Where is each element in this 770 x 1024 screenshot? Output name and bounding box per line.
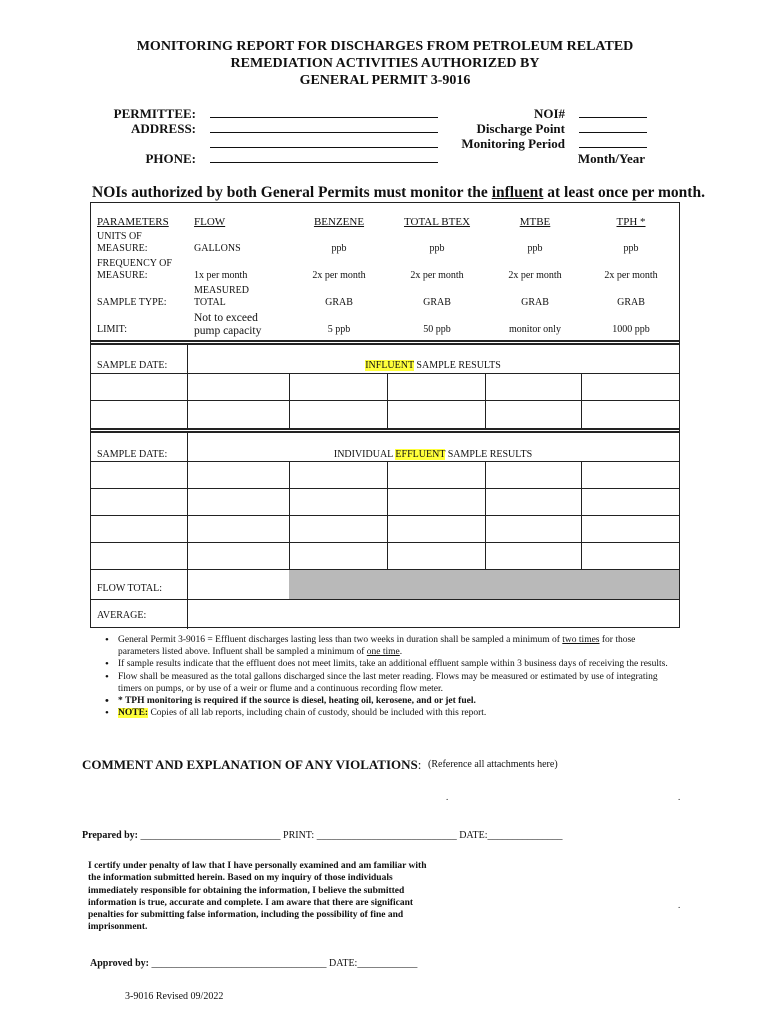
freq-mtbe: 2x per month [508, 270, 562, 281]
type-flow: MEASURED TOTAL [194, 285, 250, 308]
prepared-by-label: Prepared by: [82, 830, 139, 841]
col-benzene: BENZENE [313, 216, 365, 228]
grid-line [289, 373, 290, 428]
row-label-units: UNITS OF MEASURE: [97, 231, 148, 254]
flow-total-label: FLOW TOTAL: [97, 583, 163, 594]
section-divider [91, 340, 679, 345]
type-btex: GRAB [423, 297, 451, 308]
discharge-point-label: Discharge Point [476, 121, 565, 136]
col-flow: FLOW [194, 216, 226, 228]
units-benzene: ppb [331, 243, 347, 254]
address-label: ADDRESS: [130, 121, 196, 136]
grid-line [187, 345, 188, 428]
grid-line [387, 373, 388, 428]
grid-line [581, 373, 582, 428]
grid-line [91, 373, 679, 374]
freq-flow: 1x per month [194, 270, 248, 281]
monitoring-period-field[interactable] [579, 136, 647, 148]
instructions-list [102, 634, 672, 719]
average-label: AVERAGE: [97, 610, 147, 621]
row-label-frequency: FREQUENCY OF MEASURE: [97, 258, 172, 281]
col-parameters: PARAMETERS [97, 216, 169, 228]
approval-date-label: DATE: [329, 958, 358, 969]
comment-field-end: . [678, 792, 681, 802]
approval-date-field[interactable]: ____________ [357, 958, 418, 969]
grid-line [91, 488, 679, 489]
comment-heading: COMMENT AND EXPLANATION OF ANY VIOLATIONS: [82, 757, 422, 772]
phone-field[interactable] [210, 151, 438, 163]
row-label-limit: LIMIT: [97, 324, 128, 335]
list-item: • * TPH monitoring is required if the source is diesel, heating oil, kerosene, and or jet fuel. [102, 695, 672, 707]
type-tph: GRAB [617, 297, 645, 308]
print-label: PRINT: [283, 830, 315, 841]
discharge-point-field[interactable] [579, 121, 647, 133]
noi-field[interactable] [579, 106, 647, 118]
prepared-by-row [82, 830, 563, 841]
col-mtbe: MTBE [519, 216, 551, 228]
grid-line [91, 515, 679, 516]
units-btex: ppb [429, 243, 445, 254]
units-tph: ppb [623, 243, 639, 254]
noi-label: NOI# [533, 106, 565, 121]
monitoring-period-label: Monitoring Period [461, 136, 565, 151]
limit-btex: 50 ppb [423, 324, 451, 335]
limit-benzene: 5 ppb [327, 324, 351, 335]
list-item: • General Permit 3-9016 = Effluent discharges lasting less than two weeks in duration shall be sampled a minimum of two times for those parameters listed above. Influent shall be sampled a minimum of one time. [102, 634, 672, 658]
effluent-sample-date-label: SAMPLE DATE: [97, 449, 168, 460]
freq-tph: 2x per month [604, 270, 658, 281]
address-field-2[interactable] [210, 136, 438, 148]
date-label: DATE: [459, 830, 488, 841]
grid-line [485, 373, 486, 428]
units-flow: GALLONS [194, 243, 241, 254]
print-field[interactable]: ____________________________ [314, 830, 460, 841]
limit-mtbe: monitor only [509, 324, 561, 335]
prepared-by-field[interactable]: ____________________________ [138, 830, 284, 841]
section-divider [91, 428, 679, 433]
permittee-field[interactable] [210, 106, 438, 118]
grid-line [91, 599, 679, 600]
influent-sample-date-label: SAMPLE DATE: [97, 360, 168, 371]
influent-notice: NOIs authorized by both General Permits must monitor the influent at least once per month. [92, 184, 705, 201]
shaded-cell [289, 570, 679, 599]
phone-label: PHONE: [145, 151, 196, 166]
row-label-sample-type: SAMPLE TYPE: [97, 297, 167, 308]
list-item: • NOTE: Copies of all lab reports, including chain of custody, should be included with this report. [102, 707, 672, 719]
limit-flow: Not to exceed pump capacity [194, 312, 262, 337]
influent-results-header: INFLUENT SAMPLE RESULTS [365, 360, 501, 371]
approved-by-row [90, 958, 417, 969]
monitoring-table [90, 202, 680, 628]
type-benzene: GRAB [325, 297, 353, 308]
month-year-label: Month/Year [577, 151, 645, 166]
freq-btex: 2x per month [410, 270, 464, 281]
report-title [0, 38, 770, 89]
certification-statement: I certify under penalty of law that I have personally examined and am familiar with the information submitted herein. Based on my inquiry of those individuals immediately responsible for obtaining the information, I believe the submitted information is true, accurate and complete. I am aware that there are significant penalties for submitting false information, including the possibility of fine and imprisonment. [88, 861, 427, 933]
date-field[interactable]: _______________ [487, 830, 563, 841]
grid-line [91, 461, 679, 462]
list-item: • If sample results indicate that the effluent does not meet limits, take an additional effluent sample within 3 business days of receiving the results. [102, 658, 672, 670]
comment-field[interactable]: . [446, 792, 449, 802]
col-tph: TPH * [616, 216, 646, 228]
units-mtbe: ppb [527, 243, 543, 254]
col-total-btex: TOTAL BTEX [403, 216, 471, 228]
title-line-1: MONITORING REPORT FOR DISCHARGES FROM PETROLEUM RELATED [136, 39, 634, 54]
revision-footer: 3-9016 Revised 09/2022 [125, 991, 224, 1002]
address-field[interactable] [210, 121, 438, 133]
limit-tph: 1000 ppb [612, 324, 650, 335]
freq-benzene: 2x per month [312, 270, 366, 281]
cert-dot: . [678, 900, 681, 910]
title-line-2: REMEDIATION ACTIVITIES AUTHORIZED BY [230, 56, 540, 71]
grid-line [91, 400, 679, 401]
title-line-3: GENERAL PERMIT 3-9016 [299, 73, 471, 88]
grid-line [91, 542, 679, 543]
effluent-results-header: INDIVIDUAL EFFLUENT SAMPLE RESULTS [333, 449, 533, 460]
approved-by-field[interactable]: ___________________________________ [149, 958, 329, 969]
list-item: • Flow shall be measured as the total gallons discharged since the last meter reading. Flows may be measured or estimated by use of integrating timers on pumps, or by use of a weir or flume and a continuous recording flow meter. [102, 671, 672, 695]
permittee-label: PERMITTEE: [113, 106, 196, 121]
type-mtbe: GRAB [521, 297, 549, 308]
approved-by-label: Approved by: [90, 958, 149, 969]
comment-reference: (Reference all attachments here) [428, 759, 558, 770]
